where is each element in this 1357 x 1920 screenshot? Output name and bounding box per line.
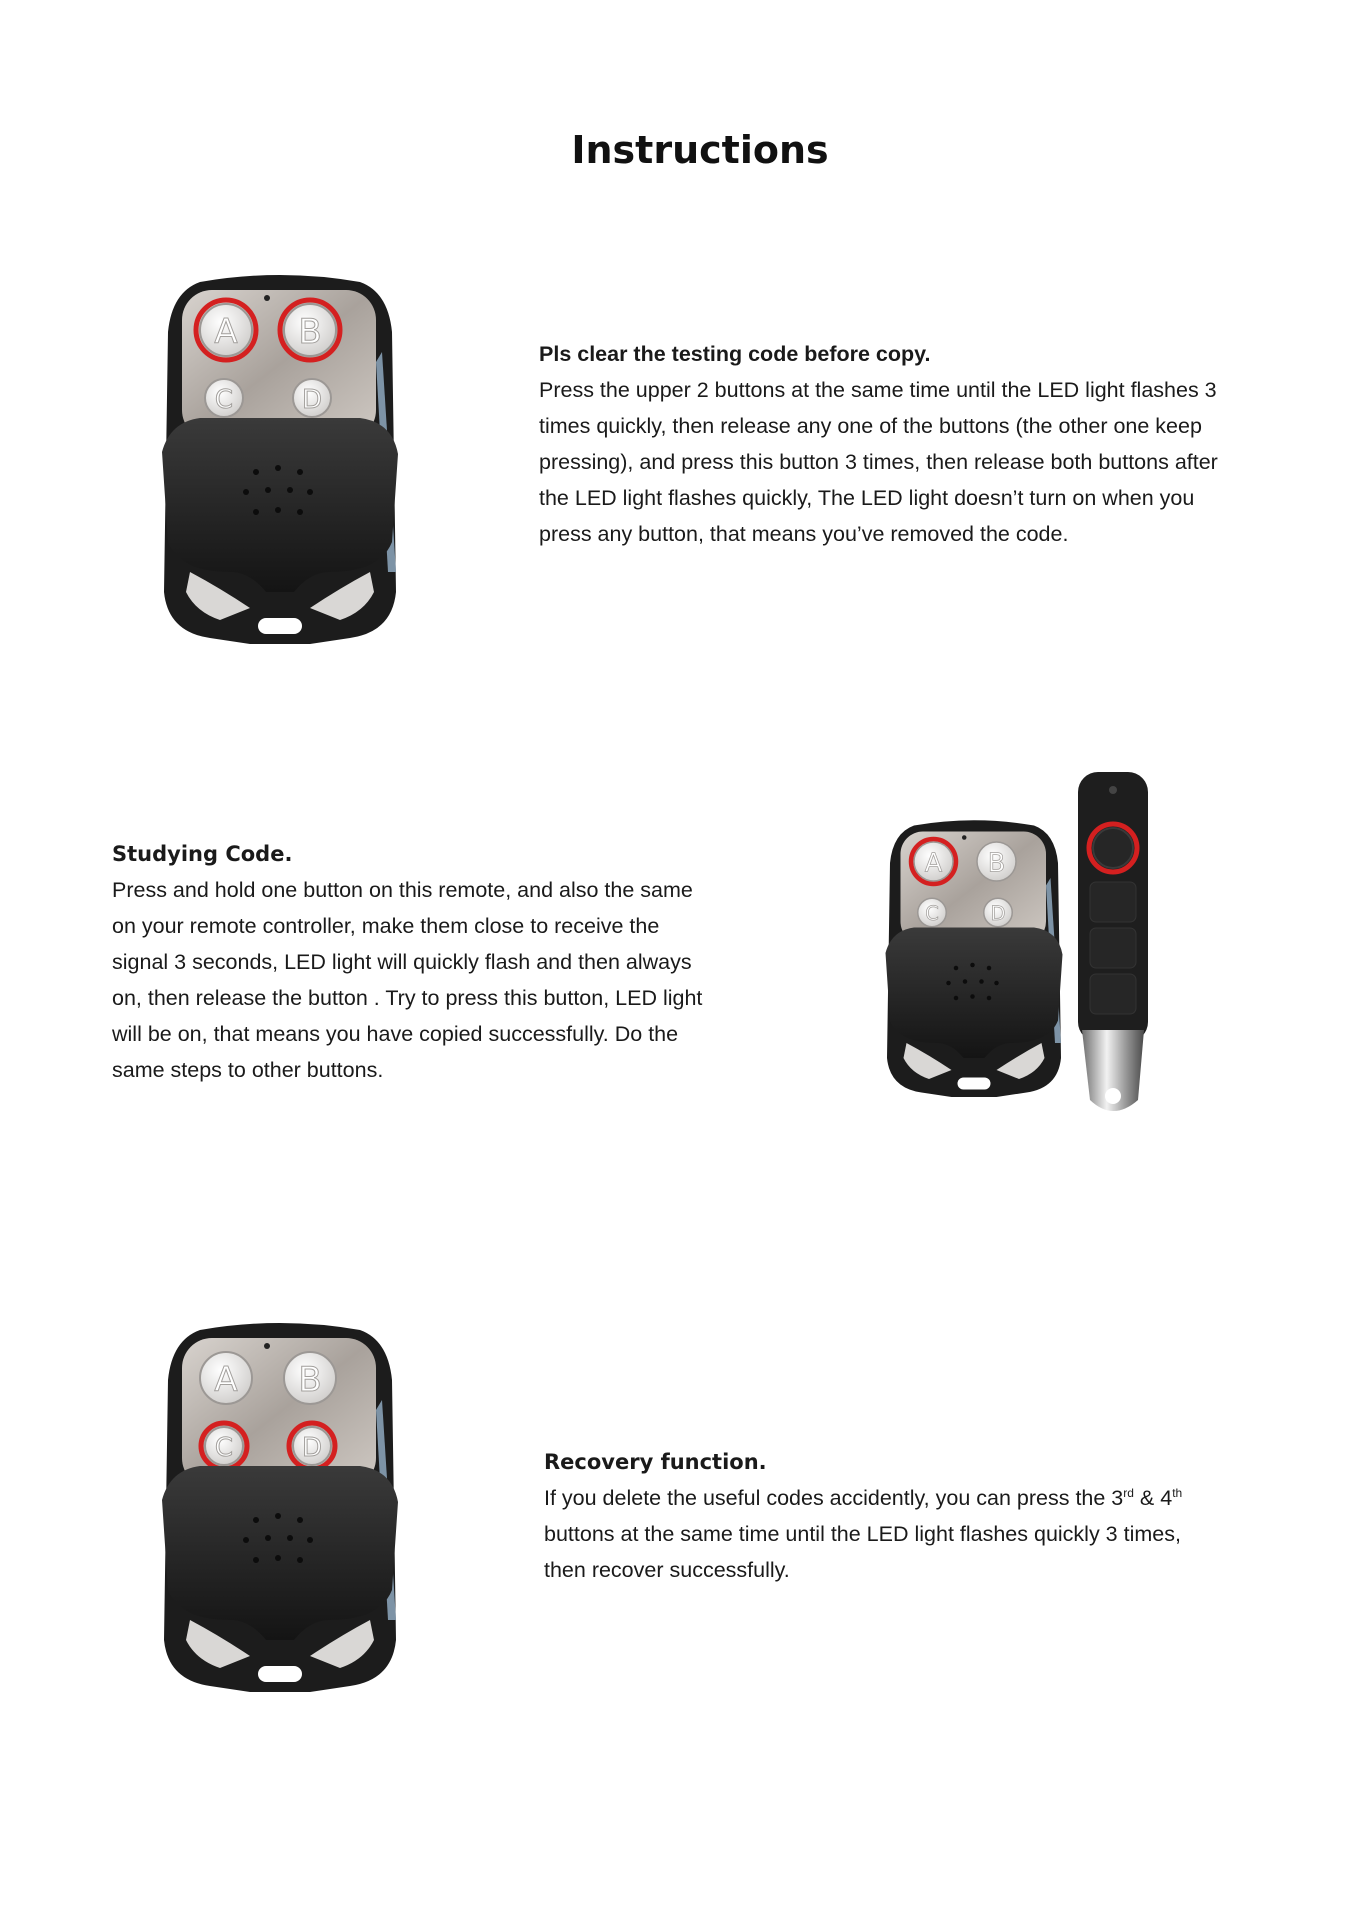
stick-remote-image [1068, 770, 1158, 1120]
studying-code-line: Press and hold one button on this remote, and also the same [112, 878, 693, 902]
recovery-text: & 4 [1133, 1486, 1173, 1510]
svg-text:A: A [214, 1360, 238, 1400]
svg-text:B: B [298, 312, 322, 352]
studying-code-line: will be on, that means you have copied successfully. Do the [112, 1022, 679, 1046]
clear-code-section [539, 336, 1218, 552]
svg-text:D: D [301, 385, 323, 415]
studying-code-line: signal 3 seconds, LED light will quickly flash and then always [112, 950, 692, 974]
clear-code-line: the LED light flashes quickly, The LED light doesn’t turn on when you [539, 486, 1195, 510]
studying-code-heading: Studying Code. [112, 842, 293, 866]
ordinal-suffix: rd [1123, 1485, 1134, 1500]
recovery-heading: Recovery function. [544, 1450, 767, 1474]
recovery-text: If you delete the useful codes accidently, you can press the 3 [544, 1486, 1124, 1510]
svg-text:D: D [301, 1433, 323, 1463]
recovery-line: then recover successfully. [544, 1558, 790, 1582]
svg-text:C: C [925, 902, 939, 925]
clear-code-line: press any button, that means you’ve removed the code. [539, 522, 1069, 546]
studying-code-line: on your remote controller, make them close to receive the [112, 914, 660, 938]
svg-text:B: B [298, 1360, 322, 1400]
studying-code-line: same steps to other buttons. [112, 1058, 384, 1082]
remote-image-clear [160, 272, 400, 652]
studying-code-section [112, 836, 702, 1088]
page-title: Instructions [571, 128, 829, 172]
svg-text:A: A [214, 312, 238, 352]
remote-image-studying [884, 818, 1064, 1103]
svg-text:A: A [924, 848, 943, 879]
svg-text:B: B [987, 848, 1006, 879]
svg-text:C: C [214, 1433, 234, 1463]
svg-text:D: D [990, 902, 1006, 925]
recovery-line [544, 1480, 1182, 1516]
studying-code-line: on, then release the button . Try to press this button, LED light [112, 986, 703, 1010]
svg-text:C: C [214, 385, 234, 415]
clear-code-line: times quickly, then release any one of the buttons (the other one keep [539, 414, 1202, 438]
clear-code-heading: Pls clear the testing code before copy. [539, 342, 931, 366]
ordinal-suffix: th [1172, 1485, 1183, 1500]
remote-image-recovery [160, 1320, 400, 1700]
recovery-section [544, 1444, 1182, 1588]
recovery-line: buttons at the same time until the LED light flashes quickly 3 times, [544, 1522, 1181, 1546]
clear-code-line: Press the upper 2 buttons at the same time until the LED light flashes 3 [539, 378, 1217, 402]
clear-code-line: pressing), and press this button 3 times, then release both buttons after [539, 450, 1218, 474]
